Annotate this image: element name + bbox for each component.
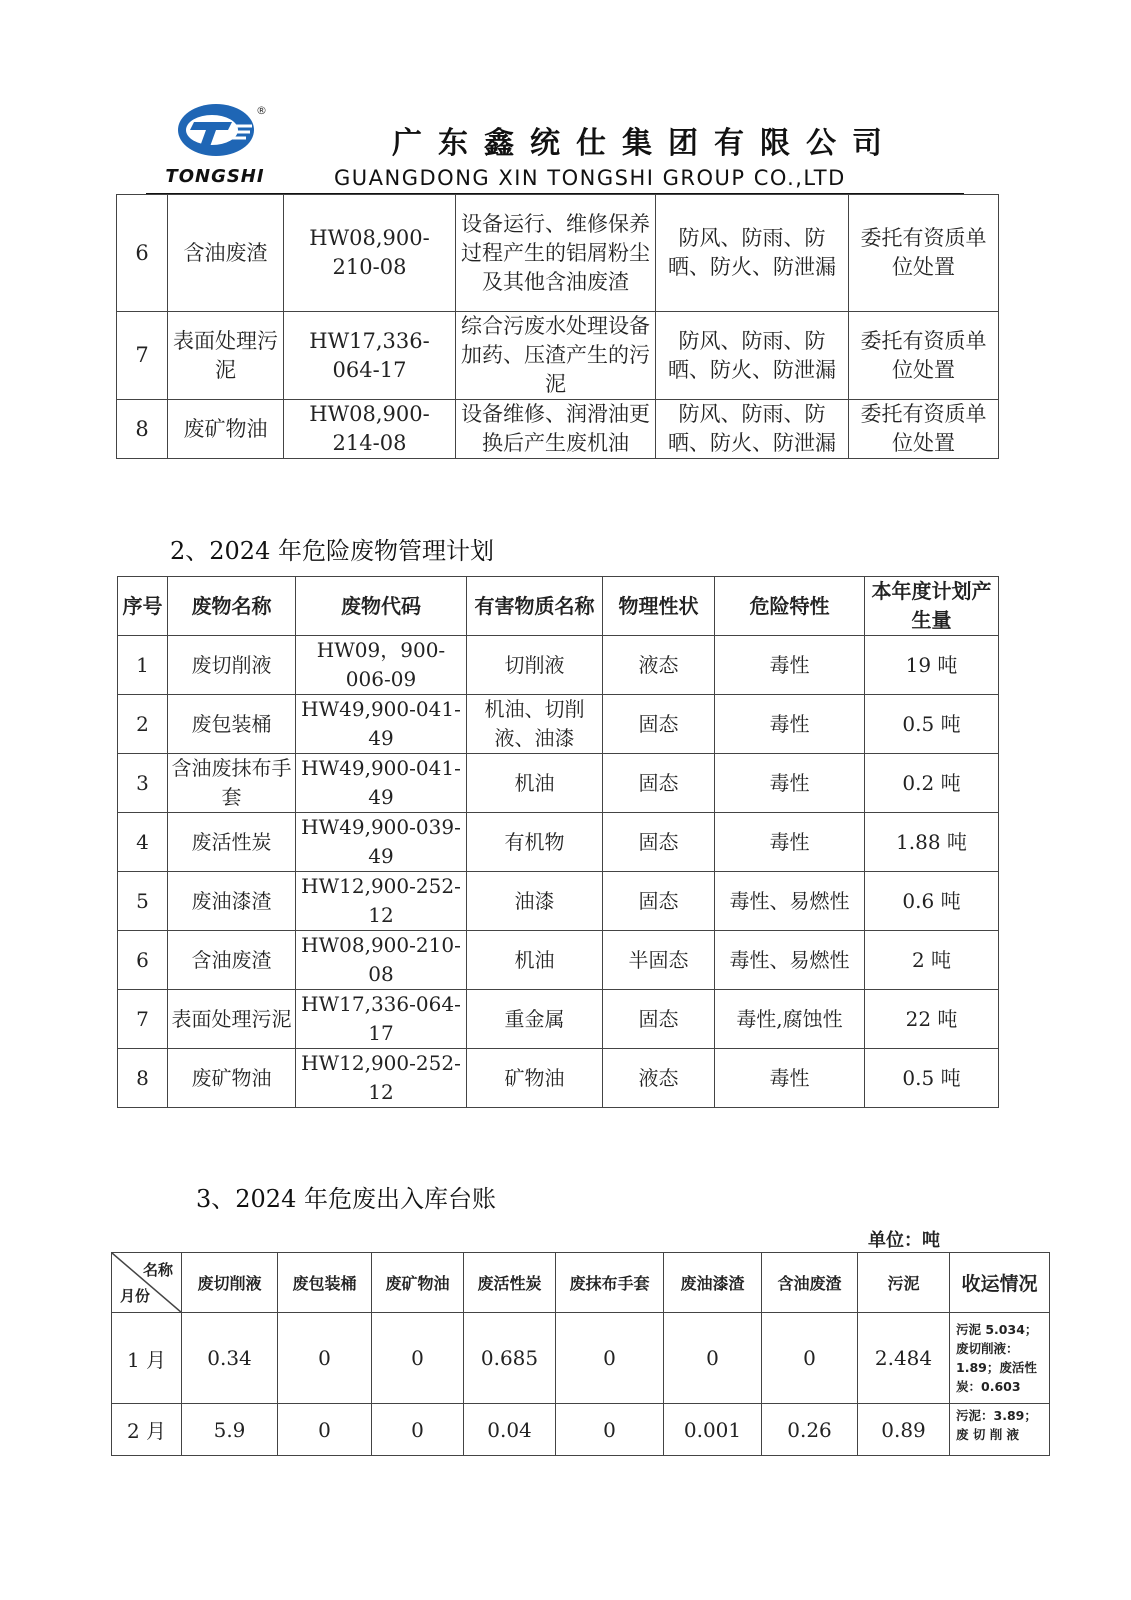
waste-source: 设备运行、维修保养过程产生的铝屑粉尘及其他含油废渣 — [456, 195, 656, 312]
table-header-row — [118, 577, 999, 636]
waste-code: HW49,900-039-49 — [296, 813, 467, 872]
corner-label-month: 月份 — [120, 1287, 151, 1305]
section-title-2: 2、2024 年危险废物管理计划 — [170, 537, 494, 565]
column-header: 物理性状 — [603, 577, 715, 636]
column-header: 有害物质名称 — [467, 577, 603, 636]
column-header: 序号 — [118, 577, 168, 636]
collection-note: 污泥：3.89；废 切 削 液 — [950, 1404, 1050, 1456]
month-cell: 2 月 — [112, 1404, 182, 1456]
value-cell: 2.484 — [858, 1313, 950, 1404]
value-cell: 0.685 — [464, 1313, 556, 1404]
row-number: 4 — [118, 813, 168, 872]
hazardous-substance: 机油、切削液、油漆 — [467, 695, 603, 754]
waste-code: HW17,336-064-17 — [284, 312, 456, 400]
table-row — [118, 1049, 999, 1108]
value-cell: 0.04 — [464, 1404, 556, 1456]
row-number: 3 — [118, 754, 168, 813]
waste-name: 废矿物油 — [168, 400, 284, 459]
value-cell: 0 — [372, 1404, 464, 1456]
column-header: 废活性炭 — [464, 1253, 556, 1313]
hazard-property: 毒性 — [715, 754, 865, 813]
column-header: 收运情况 — [950, 1253, 1050, 1313]
value-cell: 0 — [762, 1313, 858, 1404]
waste-source: 设备维修、润滑油更换后产生废机油 — [456, 400, 656, 459]
row-number: 7 — [117, 312, 168, 400]
hazard-property: 毒性、易燃性 — [715, 931, 865, 990]
column-header: 含油废渣 — [762, 1253, 858, 1313]
hazardous-substance: 有机物 — [467, 813, 603, 872]
column-header: 废矿物油 — [372, 1253, 464, 1313]
hazardous-substance: 机油 — [467, 754, 603, 813]
waste-code: HW49,900-041-49 — [296, 695, 467, 754]
waste-code: HW09，900-006-09 — [296, 636, 467, 695]
section-title-3: 3、2024 年危废出入库台账 — [196, 1185, 496, 1213]
column-header: 废切削液 — [182, 1253, 278, 1313]
planned-amount: 0.6 吨 — [865, 872, 999, 931]
column-header: 危险特性 — [715, 577, 865, 636]
disposal-method: 委托有资质单位处置 — [849, 312, 999, 400]
table-row — [117, 400, 999, 459]
value-cell: 0.89 — [858, 1404, 950, 1456]
value-cell: 0.26 — [762, 1404, 858, 1456]
waste-name: 表面处理污泥 — [168, 312, 284, 400]
row-number: 1 — [118, 636, 168, 695]
planned-amount: 1.88 吨 — [865, 813, 999, 872]
storage-measures: 防风、防雨、防晒、防火、防泄漏 — [656, 400, 849, 459]
column-header: 本年度计划产生量 — [865, 577, 999, 636]
physical-state: 固态 — [603, 990, 715, 1049]
waste-name: 废包装桶 — [168, 695, 296, 754]
company-name-cn: 广东鑫统仕集团有限公司 — [392, 126, 898, 161]
column-header: 废油漆渣 — [664, 1253, 762, 1313]
waste-name: 表面处理污泥 — [168, 990, 296, 1049]
table-row — [118, 872, 999, 931]
registered-mark: ® — [256, 104, 267, 117]
column-header: 污泥 — [858, 1253, 950, 1313]
row-number: 5 — [118, 872, 168, 931]
planned-amount: 22 吨 — [865, 990, 999, 1049]
column-header: 废物代码 — [296, 577, 467, 636]
storage-measures: 防风、防雨、防晒、防火、防泄漏 — [656, 195, 849, 312]
waste-name: 废油漆渣 — [168, 872, 296, 931]
waste-code: HW08,900-210-08 — [296, 931, 467, 990]
value-cell: 0 — [556, 1404, 664, 1456]
column-header: 废物名称 — [168, 577, 296, 636]
waste-code: HW17,336-064-17 — [296, 990, 467, 1049]
hazardous-substance: 油漆 — [467, 872, 603, 931]
unit-label: 单位：吨 — [868, 1230, 940, 1251]
planned-amount: 0.5 吨 — [865, 695, 999, 754]
collection-note: 污泥 5.034；废切削液：1.89；废活性炭：0.603 — [950, 1313, 1050, 1404]
waste-name: 含油废渣 — [168, 195, 284, 312]
physical-state: 固态 — [603, 872, 715, 931]
company-name-en: GUANGDONG XIN TONGSHI GROUP CO.,LTD — [334, 166, 846, 190]
waste-code: HW49,900-041-49 — [296, 754, 467, 813]
value-cell: 0.34 — [182, 1313, 278, 1404]
physical-state: 半固态 — [603, 931, 715, 990]
waste-code: HW08,900-214-08 — [284, 400, 456, 459]
waste-name: 废切削液 — [168, 636, 296, 695]
hazard-property: 毒性、易燃性 — [715, 872, 865, 931]
value-cell: 5.9 — [182, 1404, 278, 1456]
value-cell: 0 — [556, 1313, 664, 1404]
waste-name: 含油废渣 — [168, 931, 296, 990]
hazard-property: 毒性 — [715, 695, 865, 754]
planned-amount: 2 吨 — [865, 931, 999, 990]
row-number: 6 — [117, 195, 168, 312]
waste-name: 废活性炭 — [168, 813, 296, 872]
hazard-property: 毒性 — [715, 636, 865, 695]
physical-state: 固态 — [603, 754, 715, 813]
planned-amount: 0.5 吨 — [865, 1049, 999, 1108]
waste-source: 综合污废水处理设备加药、压渣产生的污泥 — [456, 312, 656, 400]
waste-name: 废矿物油 — [168, 1049, 296, 1108]
column-header: 废包装桶 — [278, 1253, 372, 1313]
hazard-property: 毒性,腐蚀性 — [715, 990, 865, 1049]
table-row — [118, 813, 999, 872]
hazard-property: 毒性 — [715, 813, 865, 872]
value-cell: 0 — [278, 1313, 372, 1404]
month-cell: 1 月 — [112, 1313, 182, 1404]
value-cell: 0.001 — [664, 1404, 762, 1456]
hazardous-substance: 切削液 — [467, 636, 603, 695]
row-number: 8 — [117, 400, 168, 459]
physical-state: 液态 — [603, 1049, 715, 1108]
tongshi-logo-icon — [176, 100, 260, 164]
waste-plan-table — [117, 576, 999, 1108]
waste-code: HW12,900-252-12 — [296, 872, 467, 931]
row-number: 8 — [118, 1049, 168, 1108]
column-header: 废抹布手套 — [556, 1253, 664, 1313]
row-number: 7 — [118, 990, 168, 1049]
waste-ledger-table — [111, 1252, 1050, 1456]
table-row — [118, 695, 999, 754]
table-row — [118, 990, 999, 1049]
table-row — [118, 931, 999, 990]
planned-amount: 0.2 吨 — [865, 754, 999, 813]
table-row — [112, 1404, 1050, 1456]
planned-amount: 19 吨 — [865, 636, 999, 695]
row-number: 6 — [118, 931, 168, 990]
table-row — [112, 1313, 1050, 1404]
table-row — [118, 636, 999, 695]
value-cell: 0 — [664, 1313, 762, 1404]
physical-state: 固态 — [603, 813, 715, 872]
hazardous-substance: 重金属 — [467, 990, 603, 1049]
corner-label-name: 名称 — [142, 1261, 173, 1279]
waste-code: HW08,900-210-08 — [284, 195, 456, 312]
table-row — [118, 754, 999, 813]
row-number: 2 — [118, 695, 168, 754]
waste-code: HW12,900-252-12 — [296, 1049, 467, 1108]
table-header-row — [112, 1253, 1050, 1313]
table-row — [117, 312, 999, 400]
physical-state: 固态 — [603, 695, 715, 754]
logo-wordmark: TONGSHI — [165, 166, 265, 187]
physical-state: 液态 — [603, 636, 715, 695]
hazardous-substance: 矿物油 — [467, 1049, 603, 1108]
corner-header — [112, 1253, 182, 1313]
disposal-method: 委托有资质单位处置 — [849, 400, 999, 459]
table-row — [117, 195, 999, 312]
value-cell: 0 — [278, 1404, 372, 1456]
storage-measures: 防风、防雨、防晒、防火、防泄漏 — [656, 312, 849, 400]
disposal-method: 委托有资质单位处置 — [849, 195, 999, 312]
waste-storage-table — [116, 194, 999, 459]
waste-name: 含油废抹布手套 — [168, 754, 296, 813]
hazardous-substance: 机油 — [467, 931, 603, 990]
value-cell: 0 — [372, 1313, 464, 1404]
hazard-property: 毒性 — [715, 1049, 865, 1108]
